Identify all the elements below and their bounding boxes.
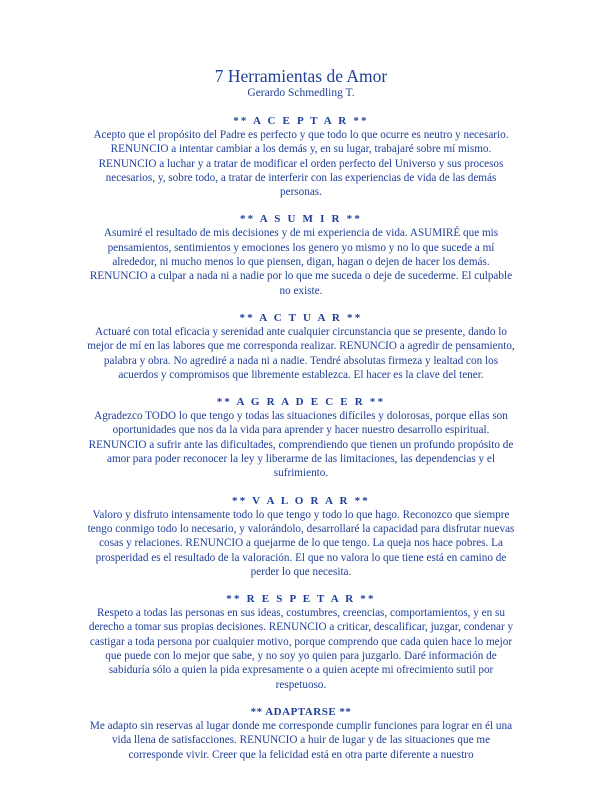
section-actuar	[86, 311, 516, 382]
document-page	[86, 66, 516, 775]
section-heading: ** A G R A D E C E R **	[216, 396, 386, 409]
section-text: Acepto que el propósito del Padre es perfecto y que todo lo que ocurre es neutro y necesario. RENUNCIO a intentar cambiar a los demás y, en su lugar, trabajaré sobre mí mismo. RENUNCIO a luchar y a tratar de modificar el orden perfecto del Universo y sus procesos necesarios, y, sobre todo, a tratar de interferir con las experiencias de vida de las demás personas.	[93, 129, 509, 199]
section-heading: ** A S U M I R **	[239, 213, 363, 226]
section-text: Agradezco TODO lo que tengo y todas las situaciones difíciles y dolorosas, porque ellas son oportunidades que nos da la vida para aprender y hacer nuestro desarrollo espiritual. RENUNCIO a sufrir ante las dificultades, comprendiendo que tienen un profundo propósito de amor para poder reconocer la ley y liberarme de las limitaciones, las dependencias y el sufrimiento.	[88, 410, 514, 480]
section-aceptar	[86, 114, 516, 199]
section-asumir	[86, 212, 516, 297]
document-title: 7 Herramientas de Amor	[214, 66, 388, 86]
document-author: Gerardo Schmedling T.	[247, 87, 355, 99]
section-text: Actuaré con total eficacia y serenidad ante cualquier circunstancia que se presente, dando lo mejor de mí en las labores que me corresponda realizar. RENUNCIO a agredir de pensamiento, palabra y obra. No agrediré a nada ni a nadie. Tendré absolutas firmeza y lealtad con los acuerdos y compromisos que libremente establezca. El hacer es la clave del tener.	[87, 325, 515, 381]
section-heading: ** A C E P T A R **	[233, 115, 369, 127]
section-valorar	[86, 494, 516, 579]
section-heading: ** V A L O R A R **	[232, 494, 370, 507]
section-heading: ** ADAPTARSE **	[250, 705, 352, 718]
section-text: Asumiré el resultado de mis decisiones y de mi experiencia de vida. ASUMIRÉ que mis pensamientos, sentimientos y emociones los genero yo mismo y no lo que sucede a mí alrededor, ni mucho menos lo que piensen, digan, hagan o dejen de hacer los demás. RENUNCIO a culpar a nada ni a nadie por lo que me suceda o deje de sucederme. El culpable no existe.	[89, 227, 513, 297]
section-agradecer	[86, 395, 516, 480]
section-text: Me adapto sin reservas al lugar donde me corresponde cumplir funciones para lograr en él una vida llena de satisfacciones. RENUNCIO a huir de lugar y de las situaciones que me corresponde vivir. Creer que la felicidad está en otra parte diferente a nuestro	[89, 719, 513, 761]
section-heading: ** R E S P E T A R **	[226, 593, 376, 606]
section-adaptarse	[86, 705, 516, 762]
section-heading: ** A C T U A R **	[239, 311, 363, 324]
section-respetar	[86, 592, 516, 692]
section-text: Respeto a todas las personas en sus ideas, costumbres, creencias, comportamientos, y en su derecho a tomar sus propias decisiones. RENUNCIO a criticar, descalificar, juzgar, condenar y castigar a toda persona por cualquier motivo, porque comprendo que cada quien hace lo mejor que puede con lo mejor que sabe, y no soy yo quien para juzgarlo. Daré información de sabiduría sólo a quien la pida expresamente o a quien acepte mi ofrecimiento sutil por respetuoso.	[88, 607, 514, 691]
section-text: Valoro y disfruto intensamente todo lo que tengo y todo lo que hago. Reconozco que siempre tengo conmigo todo lo necesario, y valorándolo, desarrollaré la capacidad para disfrutar nuevas cosas y relaciones. RENUNCIO a quejarme de lo que tengo. La queja nos hace pobres. La prosperidad es el resultado de la valoración. El que no valora lo que tiene está en camino de perder lo que necesita.	[87, 508, 515, 578]
